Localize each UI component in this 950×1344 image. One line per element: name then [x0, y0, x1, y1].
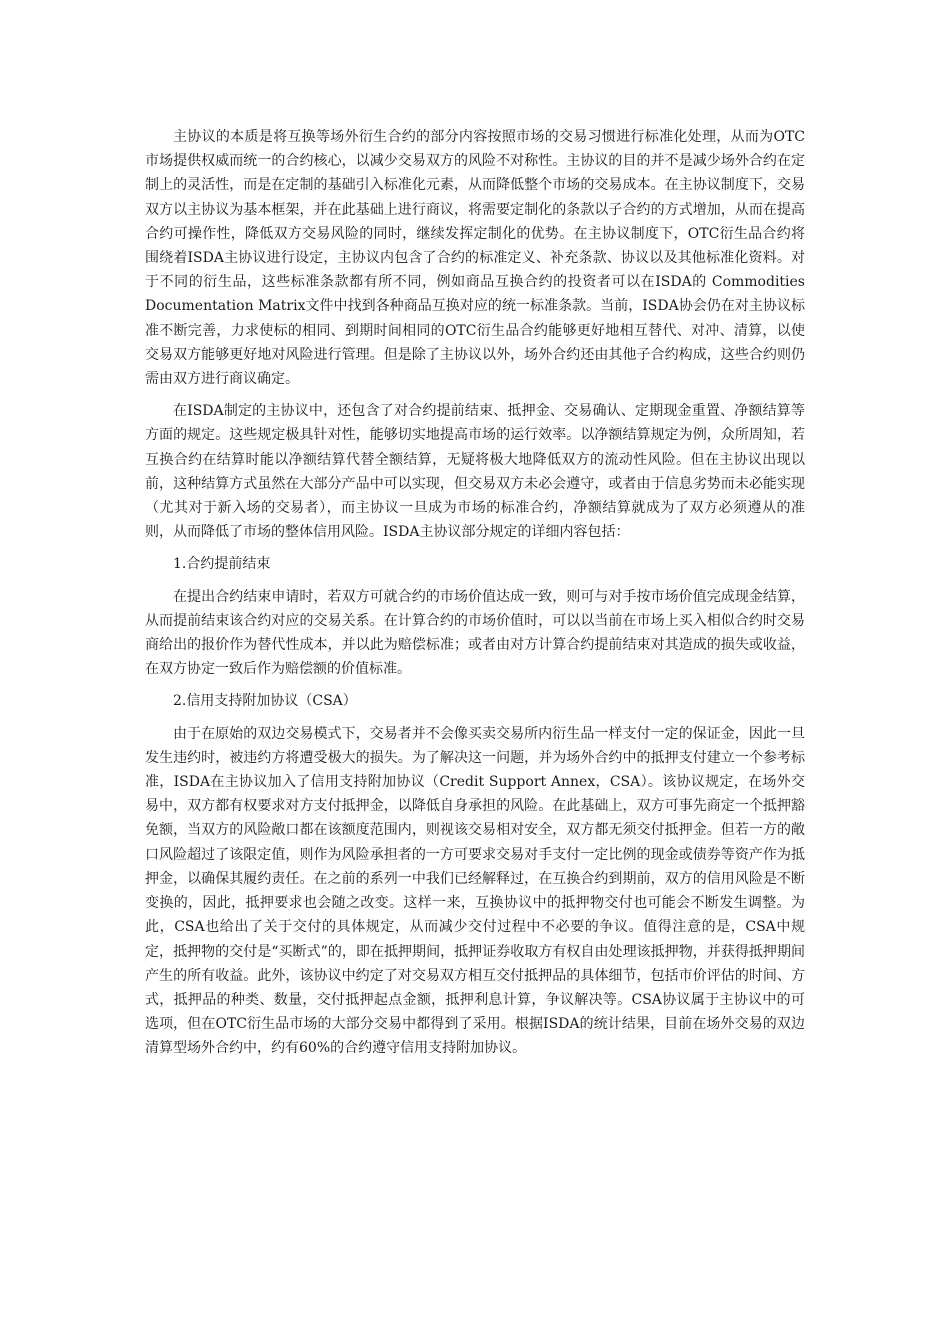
section-heading-early-termination: 1.合约提前结束: [173, 556, 271, 573]
document-body: [145, 125, 805, 1061]
paragraph-isda-provisions: 在ISDA制定的主协议中，还包含了对合约提前结束、抵押金、交易确认、定期现金重置、净额结算等方面的规定。这些规定极具针对性，能够切实地提高市场的运行效率。以净额结算规定为例，众所周知，若互换合约在结算时能以净额结算代替全额结算，无疑将极大地降低双方的流动性风险。但在主协议出现以前，这种结算方式虽然在大部分产品中可以实现，但交易双方未必会遵守，或者由于信息劣势而未必能实现（尤其对于新入场的交易者），而主协议一旦成为市场的标准合约，净额结算就成为了双方必须遵从的准则，从而降低了市场的整体信用风险。ISDA主协议部分规定的详细内容包括：: [145, 403, 805, 541]
section-heading-csa: 2.信用支持附加协议（CSA）: [173, 693, 357, 710]
paragraph-master-agreement: 主协议的本质是将互换等场外衍生合约的部分内容按照市场的交易习惯进行标准化处理，从而为OTC市场提供权威而统一的合约核心，以减少交易双方的风险不对称性。主协议的目的并不是减少场外合约在定制上的灵活性，而是在定制的基础引入标准化元素，从而降低整个市场的交易成本。在主协议制度下，交易双方以主协议为基本框架，并在此基础上进行商议，将需要定制化的条款以子合约的方式增加，从而在提高合约可操作性，降低双方交易风险的同时，继续发挥定制化的优势。在主协议制度下，OTC衍生品合约将围绕着ISDA主协议进行设定，主协议内包含了合约的标准定义、补充条款、协议以及其他标准化资料。对于不同的衍生品，这些标准条款都有所不同，例如商品互换合约的投资者可以在ISDA的 Commodities Documentation Matrix文件中找到各种商品互换对应的统一标准条款。当前，ISDA协会仍在对主协议标准不断完善，力求使标的相同、到期时间相同的OTC衍生品合约能够更好地相互替代、对冲、清算，以使交易双方能够更好地对风险进行管理。但是除了主协议以外，场外合约还由其他子合约构成，这些合约则仍需由双方进行商议确定。: [145, 129, 805, 388]
paragraph-csa: 由于在原始的双边交易模式下，交易者并不会像买卖交易所内衍生品一样支付一定的保证金，因此一旦发生违约时，被违约方将遭受极大的损失。为了解决这一问题，并为场外合约中的抵押支付建立一个参考标准，ISDA在主协议加入了信用支持附加协议（Credit Support Annex，CSA）。该协议规定，在场外交易中，双方都有权要求对方支付抵押金，以降低自身承担的风险。在此基础上，双方可事先商定一个抵押豁免额，当双方的风险敞口都在该额度范围内，则视该交易相对安全，双方都无须交付抵押金。但若一方的敞口风险超过了该限定值，则作为风险承担者的一方可要求交易对手支付一定比例的现金或债券等资产作为抵押金，以确保其履约责任。在之前的系列一中我们已经解释过，在互换合约到期前，双方的信用风险是不断变换的，因此，抵押要求也会随之改变。这样一来，互换协议中的抵押物交付也可能会不断发生调整。为此，CSA也给出了关于交付的具体规定，从而减少交付过程中不必要的争议。值得注意的是，CSA中规定，抵押物的交付是“买断式”的，即在抵押期间，抵押证券收取方有权自由处理该抵押物，并获得抵押期间产生的所有收益。此外，该协议中约定了对交易双方相互交付抵押品的具体细节，包括市价评估的时间、方式，抵押品的种类、数量，交付抵押起点金额，抵押利息计算，争议解决等。CSA协议属于主协议中的可选项，但在OTC衍生品市场的大部分交易中都得到了采用。根据ISDA的统计结果，目前在场外交易的双边清算型场外合约中，约有60%的合约遵守信用支持附加协议。: [145, 725, 805, 1057]
paragraph-early-termination: 在提出合约结束申请时，若双方可就合约的市场价值达成一致，则可与对手按市场价值完成现金结算，从而提前结束该合约对应的交易关系。在计算合约的市场价值时，可以以当前在市场上买入相似合约时交易商给出的报价作为替代性成本，并以此为赔偿标准；或者由对方计算合约提前结束对其造成的损失或收益，在双方协定一致后作为赔偿额的价值标准。: [145, 588, 805, 678]
